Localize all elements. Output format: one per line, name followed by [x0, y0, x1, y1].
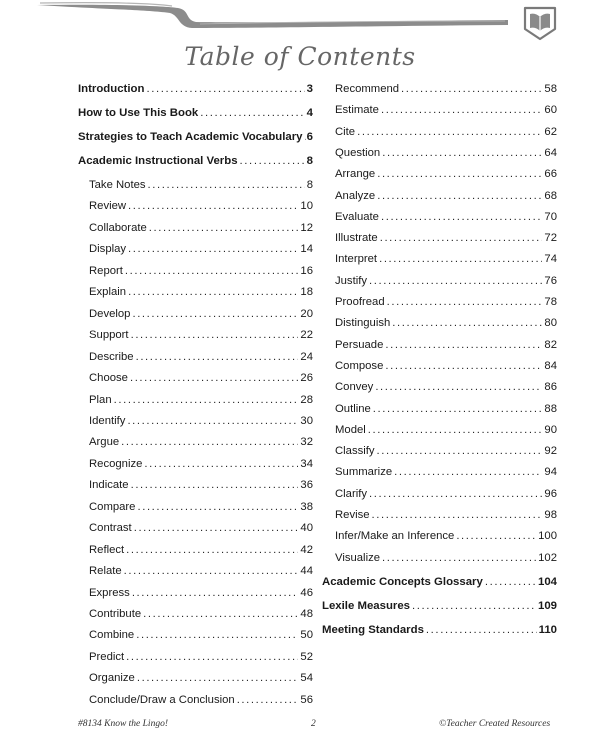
toc-leader-dots — [240, 154, 305, 168]
toc-entry-label: Academic Instructional Verbs — [78, 155, 238, 167]
toc-subentry — [335, 103, 557, 117]
toc-entry-label: Visualize — [335, 551, 381, 564]
toc-page-number: 38 — [300, 500, 313, 513]
toc-subentry — [89, 564, 313, 578]
open-book-icon — [519, 3, 561, 41]
toc-leader-dots — [382, 146, 542, 160]
toc-leader-dots — [126, 650, 298, 664]
toc-entry-label: Express — [89, 586, 130, 599]
toc-leader-dots — [369, 487, 542, 501]
toc-leader-dots — [485, 575, 536, 589]
toc-entry-label: Strategies to Teach Academic Vocabulary — [78, 131, 303, 143]
toc-entry-label: Cite — [335, 125, 356, 138]
toc-leader-dots — [368, 423, 543, 437]
toc-leader-dots — [412, 599, 536, 613]
toc-leader-dots — [132, 307, 298, 321]
toc-page-number: 70 — [544, 210, 557, 223]
toc-subentry — [89, 586, 313, 600]
toc-leader-dots — [128, 199, 298, 213]
toc-page-number: 60 — [544, 104, 557, 117]
toc-page-number: 40 — [300, 522, 313, 535]
toc-subentry — [89, 478, 313, 492]
toc-page-number: 8 — [306, 179, 313, 191]
toc-subentry — [335, 508, 557, 522]
toc-page-number: 20 — [300, 307, 313, 320]
toc-entry-label: Take Notes — [89, 179, 146, 191]
toc-entry-label: How to Use This Book — [78, 107, 199, 119]
toc-subentry — [89, 328, 313, 342]
toc-entry-label: Recognize — [89, 457, 143, 470]
toc-entry-label: Outline — [335, 402, 371, 415]
toc-entry-label: Contribute — [89, 608, 142, 620]
toc-leader-dots — [377, 444, 543, 458]
footer-book-title: #8134 Know the Lingo! — [78, 719, 168, 729]
toc-entry-label: Compare — [89, 500, 136, 513]
toc-entry-label: Lexile Measures — [322, 599, 411, 612]
toc-leader-dots — [146, 82, 304, 96]
toc-page-number: 34 — [300, 457, 313, 470]
toc-subentry — [89, 607, 313, 621]
toc-leader-dots — [137, 671, 299, 685]
toc-leader-dots — [456, 529, 536, 543]
toc-entry-label: Summarize — [335, 466, 393, 479]
toc-leader-dots — [394, 465, 542, 479]
toc-page-number: 78 — [544, 296, 557, 308]
toc-subentry — [89, 650, 313, 664]
toc-entry-label: Collaborate — [89, 221, 147, 234]
toc-entry-label: Argue — [89, 436, 120, 449]
toc-page-number: 109 — [537, 599, 557, 612]
toc-leader-dots — [149, 221, 299, 235]
toc-entry-label: Choose — [89, 372, 128, 385]
toc-leader-dots — [144, 457, 298, 471]
toc-subentry — [335, 82, 557, 96]
toc-page-number: 10 — [300, 200, 313, 213]
toc-leader-dots — [126, 543, 298, 557]
toc-entry-label: Persuade — [335, 338, 384, 351]
toc-entry-label: Combine — [89, 629, 135, 642]
toc-entry-label: Relate — [89, 565, 122, 578]
toc-subentry — [89, 500, 313, 514]
toc-page-number: 42 — [300, 543, 313, 556]
toc-page-number: 104 — [537, 575, 557, 588]
toc-subentry — [89, 521, 313, 535]
toc-page-number: 3 — [306, 83, 313, 95]
toc-leader-dots — [137, 500, 298, 514]
toc-leader-dots — [128, 242, 298, 256]
toc-subentry — [89, 693, 313, 707]
toc-entry-label: Illustrate — [335, 232, 378, 245]
toc-page-number: 8 — [306, 155, 313, 167]
toc-subentry — [89, 435, 313, 449]
toc-subentry — [89, 414, 313, 428]
toc-leader-dots — [382, 551, 536, 565]
toc-page-number: 50 — [300, 629, 313, 642]
toc-page-number: 18 — [300, 286, 313, 299]
toc-entry-label: Academic Concepts Glossary — [322, 575, 483, 588]
toc-subentry — [335, 210, 557, 224]
toc-subentry — [89, 178, 313, 192]
toc-section-entry — [322, 599, 557, 613]
toc-section-entry — [322, 623, 557, 637]
toc-page-number: 88 — [544, 402, 557, 415]
toc-page-number: 86 — [544, 381, 557, 394]
toc-leader-dots — [130, 371, 298, 385]
page-footer — [0, 719, 600, 733]
toc-leader-dots — [377, 189, 542, 203]
toc-section-entry — [78, 82, 313, 96]
toc-entry-label: Support — [89, 329, 129, 342]
toc-section-entry — [78, 106, 313, 120]
toc-subentry — [89, 307, 313, 321]
toc-subentry — [89, 393, 313, 407]
toc-entry-label: Reflect — [89, 543, 125, 556]
toc-entry-label: Identify — [89, 414, 126, 427]
toc-page-number: 58 — [544, 83, 557, 95]
toc-subentry — [335, 274, 557, 288]
toc-page-number: 4 — [306, 107, 313, 119]
toc-leader-dots — [124, 564, 299, 578]
toc-subentry — [89, 285, 313, 299]
toc-leader-dots — [134, 521, 299, 535]
toc-entry-label: Indicate — [89, 479, 129, 492]
toc-page-number: 64 — [544, 146, 557, 159]
toc-leader-dots — [114, 393, 299, 407]
toc-page-number: 30 — [300, 414, 313, 427]
toc-page-number: 44 — [300, 565, 313, 578]
toc-leader-dots — [127, 414, 298, 428]
toc-subentry — [89, 350, 313, 364]
toc-subentry — [335, 551, 557, 565]
toc-subentry — [335, 252, 557, 266]
toc-subentry — [335, 316, 557, 330]
toc-entry-label: Justify — [335, 274, 368, 287]
toc-page-number: 98 — [544, 509, 557, 521]
toc-page-number: 56 — [300, 693, 313, 706]
toc-subentry — [89, 199, 313, 213]
toc-page-number: 48 — [300, 608, 313, 620]
toc-leader-dots — [136, 628, 298, 642]
toc-entry-label: Predict — [89, 650, 125, 663]
toc-subentry — [335, 231, 557, 245]
toc-entry-label: Infer/Make an Inference — [335, 530, 455, 543]
footer-page-number: 2 — [311, 719, 316, 729]
toc-subentry — [335, 295, 557, 309]
toc-page-number: 32 — [300, 436, 313, 449]
toc-entry-label: Introduction — [78, 83, 145, 95]
toc-page-number: 66 — [544, 168, 557, 181]
toc-leader-dots — [385, 338, 542, 352]
toc-page-number: 52 — [300, 650, 313, 663]
toc-entry-label: Estimate — [335, 104, 379, 117]
toc-page-number: 76 — [544, 274, 557, 287]
toc-leader-dots — [369, 274, 542, 288]
toc-leader-dots — [401, 82, 542, 96]
toc-entry-label: Arrange — [335, 168, 376, 181]
toc-entry-label: Explain — [89, 286, 127, 299]
toc-entry-label: Clarify — [335, 487, 368, 500]
toc-subentry — [89, 371, 313, 385]
toc-subentry — [335, 167, 557, 181]
toc-page-number: 92 — [544, 445, 557, 458]
toc-entry-label: Plan — [89, 393, 112, 406]
toc-entry-label: Report — [89, 264, 123, 277]
toc-page-number: 84 — [544, 359, 557, 372]
toc-entry-label: Meeting Standards — [322, 623, 424, 636]
toc-page-number: 94 — [544, 466, 557, 479]
toc-entry-label: Proofread — [335, 296, 385, 308]
toc-page-number: 22 — [300, 329, 313, 342]
toc-section-entry — [78, 130, 313, 144]
toc-leader-dots — [128, 285, 298, 299]
toc-page-number: 46 — [300, 586, 313, 599]
toc-entry-label: Describe — [89, 350, 134, 363]
toc-leader-dots — [377, 167, 542, 181]
toc-page-number: 54 — [300, 672, 313, 685]
toc-leader-dots — [372, 508, 543, 522]
toc-leader-dots — [131, 328, 299, 342]
toc-leader-dots — [426, 623, 537, 637]
header-brush-ribbon — [0, 0, 600, 48]
toc-subentry — [89, 242, 313, 256]
toc-entry-label: Compose — [335, 359, 384, 372]
toc-leader-dots — [131, 478, 299, 492]
toc-leader-dots — [381, 103, 542, 117]
toc-entry-label: Conclude/Draw a Conclusion — [89, 693, 235, 706]
toc-page-number: 96 — [544, 487, 557, 500]
toc-subentry — [335, 125, 557, 139]
toc-page-number: 102 — [538, 551, 557, 564]
toc-leader-dots — [132, 586, 299, 600]
toc-leader-dots — [375, 380, 542, 394]
toc-subentry — [335, 465, 557, 479]
toc-leader-dots — [125, 264, 299, 278]
toc-page-number: 82 — [544, 338, 557, 351]
toc-subentry — [89, 543, 313, 557]
toc-entry-label: Develop — [89, 307, 131, 320]
toc-entry-label: Organize — [89, 672, 135, 685]
toc-subentry — [335, 423, 557, 437]
toc-page-number: 72 — [544, 232, 557, 245]
toc-page-number: 68 — [544, 189, 557, 202]
toc-entry-label: Convey — [335, 381, 374, 394]
toc-subentry — [335, 146, 557, 160]
toc-leader-dots — [373, 402, 543, 416]
toc-page-number: 62 — [544, 125, 557, 138]
toc-subentry — [335, 444, 557, 458]
toc-leader-dots — [148, 178, 305, 192]
toc-page-number: 24 — [300, 350, 313, 363]
toc-leader-dots — [387, 295, 543, 309]
toc-page-number: 110 — [538, 623, 557, 636]
toc-subentry — [335, 380, 557, 394]
toc-entry-label: Display — [89, 243, 127, 256]
toc-subentry — [89, 221, 313, 235]
toc-leader-dots — [121, 435, 298, 449]
toc-leader-dots — [143, 607, 298, 621]
toc-entry-label: Distinguish — [335, 317, 391, 330]
toc-subentry — [335, 189, 557, 203]
toc-entry-label: Question — [335, 146, 381, 159]
toc-leader-dots — [379, 252, 542, 266]
toc-page-number: 12 — [300, 221, 313, 234]
toc-subentry — [335, 338, 557, 352]
toc-entry-label: Contrast — [89, 522, 132, 535]
toc-subentry — [335, 487, 557, 501]
toc-leader-dots — [136, 350, 299, 364]
toc-page-number: 90 — [544, 423, 557, 436]
toc-subentry — [89, 628, 313, 642]
toc-section-entry — [322, 575, 557, 589]
toc-page-number: 74 — [544, 253, 557, 266]
toc-subentry — [89, 457, 313, 471]
toc-entry-label: Classify — [335, 445, 375, 458]
page-title: Table of Contents — [184, 42, 416, 71]
toc-entry-label: Model — [335, 423, 366, 436]
toc-page-number: 28 — [300, 393, 313, 406]
toc-leader-dots — [380, 231, 543, 245]
toc-page-number: 80 — [544, 317, 557, 330]
toc-subentry — [335, 529, 557, 543]
toc-leader-dots — [381, 210, 542, 224]
toc-section-entry — [78, 154, 313, 168]
toc-leader-dots — [385, 359, 542, 373]
toc-entry-label: Interpret — [335, 253, 378, 266]
toc-subentry — [335, 402, 557, 416]
toc-leader-dots — [237, 693, 299, 707]
toc-entry-label: Recommend — [335, 83, 400, 95]
toc-subentry — [335, 359, 557, 373]
toc-page-number: 36 — [300, 479, 313, 492]
toc-subentry — [89, 671, 313, 685]
footer-copyright: ©Teacher Created Resources — [439, 719, 551, 729]
toc-page-number: 100 — [538, 530, 557, 543]
toc-page-number: 26 — [300, 372, 313, 385]
toc-subentry — [89, 264, 313, 278]
toc-page-number: 16 — [300, 264, 313, 277]
toc-entry-label: Evaluate — [335, 210, 379, 223]
toc-page-number: 6 — [306, 131, 313, 143]
toc-page-number: 14 — [300, 243, 313, 256]
toc-entry-label: Revise — [335, 509, 370, 521]
toc-leader-dots — [392, 316, 542, 330]
toc-entry-label: Review — [89, 200, 127, 213]
toc-leader-dots — [200, 106, 304, 120]
toc-entry-label: Analyze — [335, 189, 376, 202]
toc-leader-dots — [357, 125, 542, 139]
